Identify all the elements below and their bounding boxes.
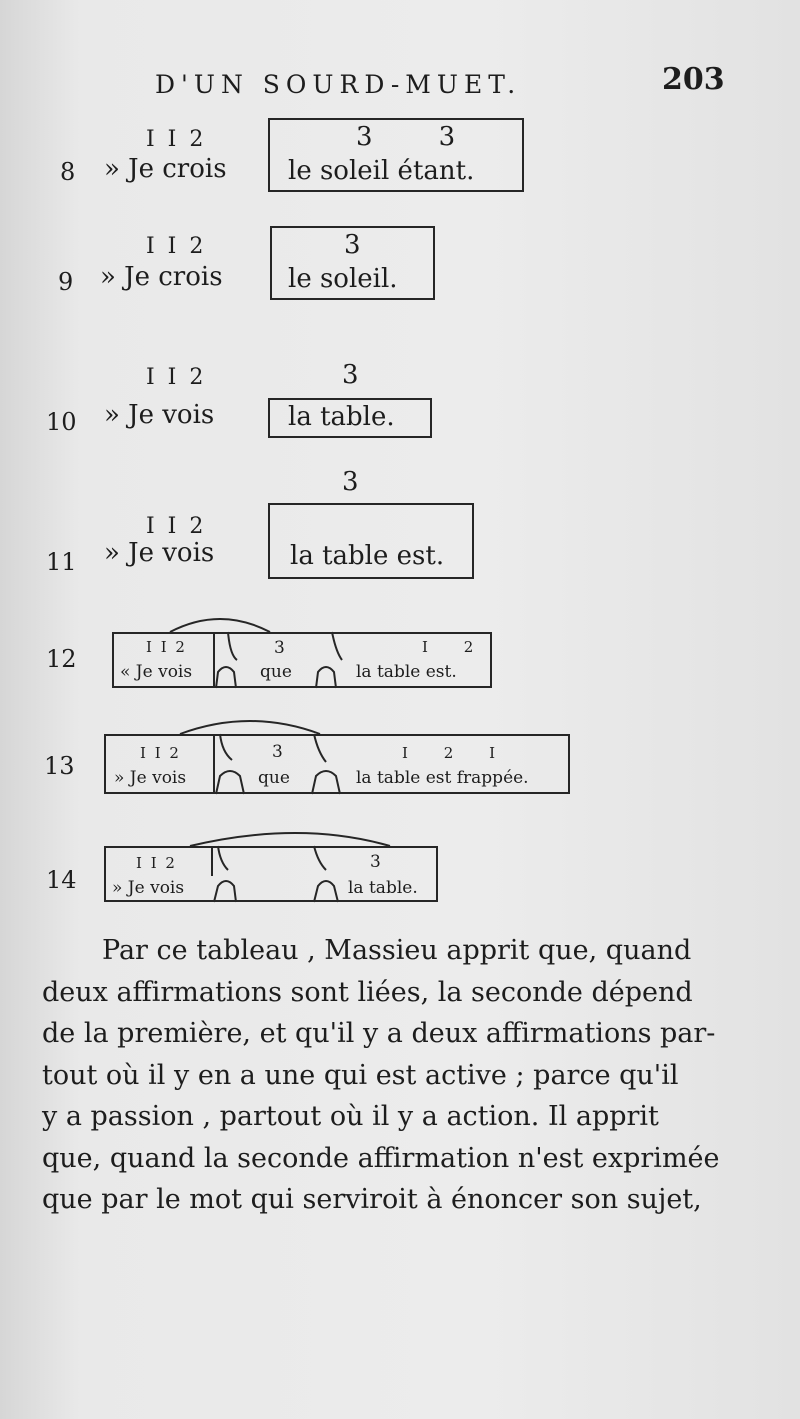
text-line: que par le mot qui serviroit à énoncer son sujet, bbox=[42, 1184, 702, 1215]
page-header bbox=[0, 62, 800, 102]
box-text: la table. bbox=[288, 402, 395, 432]
box-digits: 3 bbox=[342, 360, 359, 390]
box-text: que bbox=[258, 768, 290, 788]
box-text: la table est frappée. bbox=[356, 768, 529, 788]
row-verb: » Je vois bbox=[112, 878, 185, 898]
row-verb: » Je vois bbox=[114, 768, 187, 788]
row-digits: I I 2 bbox=[146, 365, 207, 390]
row-digits: I I 2 bbox=[146, 234, 207, 259]
box-text: le soleil. bbox=[288, 264, 398, 294]
clause-box bbox=[270, 226, 435, 300]
clause-box bbox=[268, 118, 524, 192]
row-verb: « Je vois bbox=[120, 662, 193, 682]
clause-box bbox=[104, 846, 438, 902]
row-verb: » Je crois bbox=[104, 154, 227, 184]
box-text: la table est. bbox=[290, 541, 445, 571]
box-text: que bbox=[260, 662, 292, 682]
clause-box bbox=[268, 503, 474, 579]
box-digits: I 2 I bbox=[402, 744, 498, 762]
box-digits: 3 3 bbox=[356, 122, 456, 152]
box-digits: 3 bbox=[272, 742, 283, 762]
text-line: deux affirmations sont liées, la seconde dépend bbox=[42, 976, 693, 1008]
box-digits: 3 bbox=[342, 467, 359, 497]
box-digits: 3 bbox=[274, 638, 285, 658]
box-digits: 3 bbox=[344, 230, 361, 260]
row-digits: I I 2 bbox=[140, 744, 181, 762]
row-digits: I I 2 bbox=[146, 514, 207, 539]
text-line: que, quand la seconde affirmation n'est exprimée bbox=[42, 1142, 720, 1174]
page-number: 203 bbox=[662, 62, 725, 97]
row-number: 8 bbox=[60, 158, 76, 186]
box-text: la table est. bbox=[356, 662, 457, 682]
row-verb: » Je vois bbox=[104, 400, 215, 430]
row-number: 10 bbox=[46, 408, 77, 436]
box-digits: 3 bbox=[370, 852, 381, 872]
body-paragraph bbox=[42, 930, 742, 1221]
text-line: tout où il y en a une qui est active ; parce qu'il bbox=[42, 1059, 679, 1091]
row-digits: I I 2 bbox=[146, 638, 187, 656]
box-digits: I 2 bbox=[422, 638, 476, 656]
text-line: de la première, et qu'il y a deux affirmations par- bbox=[42, 1018, 716, 1049]
row-digits: I I 2 bbox=[136, 854, 177, 872]
running-head: D'UN SOURD-MUET. bbox=[155, 70, 522, 99]
clause-box bbox=[112, 632, 492, 688]
row-verb: » Je crois bbox=[100, 262, 223, 292]
row-number: 14 bbox=[46, 866, 77, 894]
row-number: 12 bbox=[46, 645, 77, 673]
row-number: 13 bbox=[44, 752, 75, 780]
box-text: le soleil étant. bbox=[288, 156, 475, 186]
row-number: 11 bbox=[46, 548, 77, 576]
clause-box bbox=[268, 398, 432, 438]
box-text: la table. bbox=[348, 878, 418, 898]
row-number: 9 bbox=[58, 268, 74, 296]
text-line: y a passion , partout où il y a action. Il apprit bbox=[42, 1101, 659, 1132]
row-digits: I I 2 bbox=[146, 127, 207, 152]
clause-box bbox=[104, 734, 570, 794]
text-line: Par ce tableau , Massieu apprit que, quand bbox=[102, 935, 692, 966]
row-verb: » Je vois bbox=[104, 538, 215, 568]
